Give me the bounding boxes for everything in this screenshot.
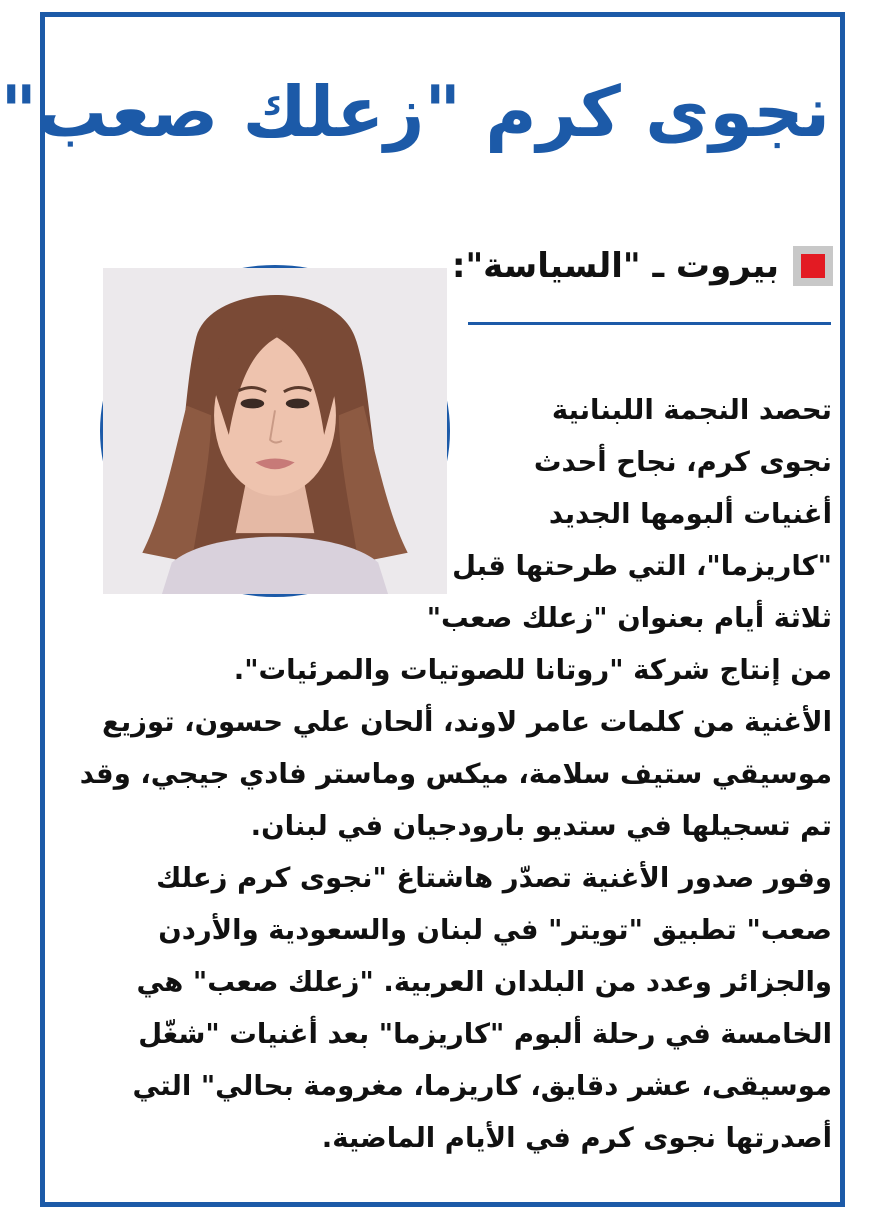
article-body-beside-photo — [426, 384, 832, 644]
red-square-bullet-icon — [793, 246, 833, 286]
body-line: موسيقى، عشر دقايق، كاريزما، مغرومة بحالي" التي — [132, 1070, 832, 1102]
body-line: موسيقي ستيف سلامة، ميكس وماستر فادي جيجي، وقد — [79, 758, 832, 790]
body-line: أصدرتها نجوى كرم في الأيام الماضية. — [321, 1122, 832, 1154]
body-line: والجزائر وعدد من البلدان العربية. "زعلك صعب" هي — [136, 966, 832, 998]
article-dateline: بيروت ـ "السياسة": — [451, 246, 779, 286]
singer-portrait-image — [100, 265, 450, 597]
body-line: نجوى كرم، نجاح أحدث — [533, 446, 832, 478]
body-line: وفور صدور الأغنية تصدّر هاشتاغ "نجوى كرم زعلك — [156, 862, 832, 894]
article-body-full-width — [79, 644, 832, 1164]
portrait-illustration — [103, 268, 447, 594]
body-line: تم تسجيلها في ستديو بارودجيان في لبنان. — [250, 810, 832, 842]
dateline-divider — [468, 322, 831, 325]
article-headline: نجوى كرم "زعلك صعب" — [0, 71, 830, 153]
article-dateline-row — [452, 238, 833, 294]
body-line: تحصد النجمة اللبنانية — [551, 394, 832, 426]
body-line: أغنيات ألبومها الجديد — [548, 498, 832, 530]
body-line: صعب" تطبيق "تويتر" في لبنان والسعودية والأردن — [158, 914, 832, 946]
body-line: من إنتاج شركة "روتانا للصوتيات والمرئيات". — [233, 654, 832, 686]
body-line: "كاريزما"، التي طرحتها قبل — [452, 550, 832, 582]
body-line: ثلاثة أيام بعنوان "زعلك صعب" — [426, 602, 832, 634]
body-line: الأغنية من كلمات عامر لاوند، ألحان علي حسون، توزيع — [102, 706, 832, 738]
body-line: الخامسة في رحلة ألبوم "كاريزما" بعد أغنيات "شغّل — [138, 1018, 832, 1050]
